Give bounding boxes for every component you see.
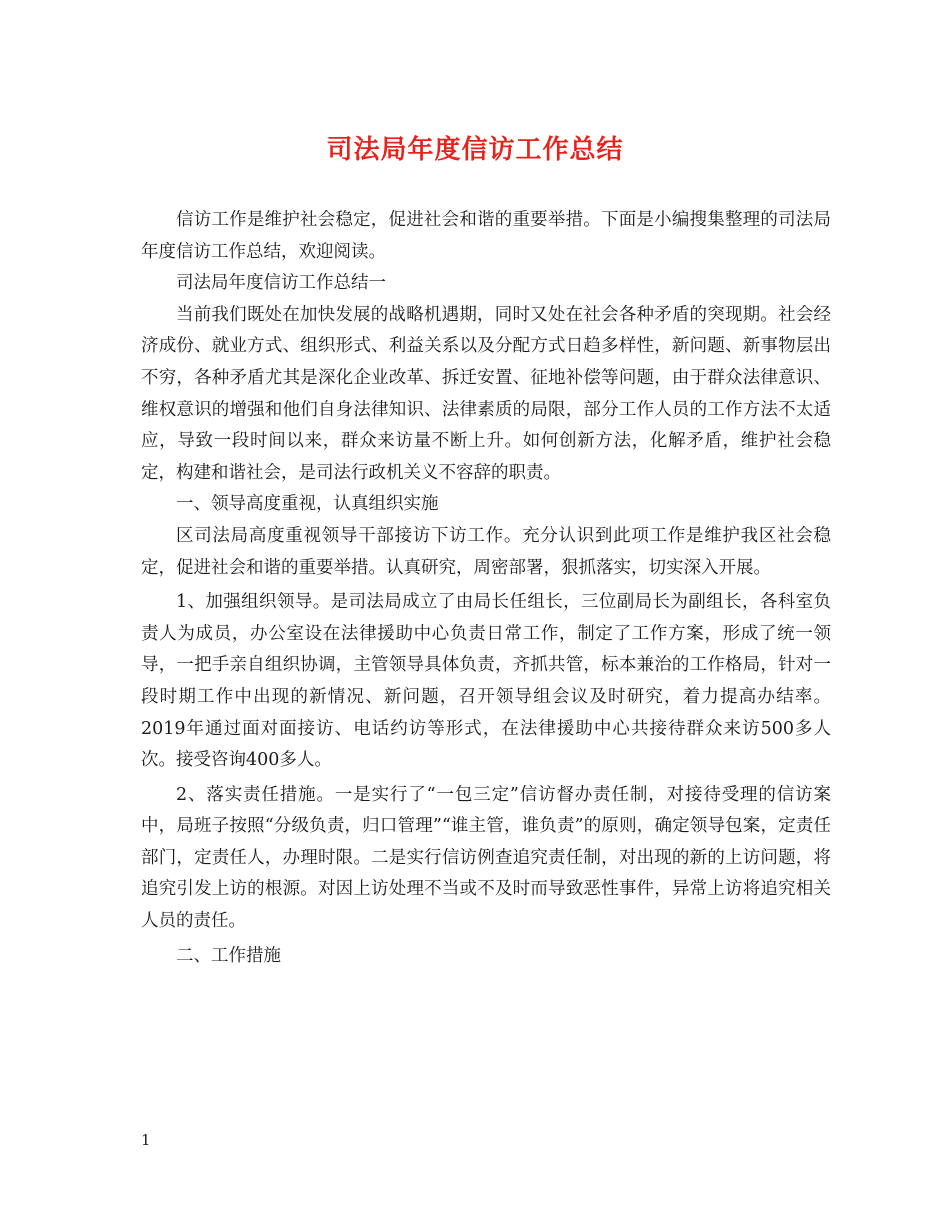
body-paragraph: 区司法局高度重视领导干部接访下访工作。充分认识到此项工作是维护我区社会稳定，促进社会和谐的重要举措。认真研究，周密部署，狠抓落实，切实深入开展。: [141, 525, 831, 578]
body-paragraph: 当前我们既处在加快发展的战略机遇期，同时又处在社会各种矛盾的突现期。社会经济成份、就业方式、组织形式、利益关系以及分配方式日趋多样性，新问题、新事物层出不穷，各种矛盾尤其是深化企业改革、拆迁安置、征地补偿等问题，由于群众法律意识、维权意识的增强和他们自身法律知识、法律素质的局限，部分工作人员的工作方法不太适应，导致一段时间以来，群众来访量不断上升。如何创新方法，化解矛盾，维护社会稳定，构建和谐社会，是司法行政机关义不容辞的职责。: [141, 304, 831, 483]
section-heading-2: 二、工作措施: [176, 945, 281, 966]
document-title: 司法局年度信访工作总结: [326, 135, 624, 165]
body-paragraph: 2、落实责任措施。一是实行了“一包三定”信访督办责任制，对接待受理的信访案中，局班子按照“分级负责，归口管理”“谁主管，谁负责”的原则，确定领导包案，定责任部门，定责任人，办理时限。二是实行信访例查追究责任制，对出现的新的上访问题，将追究引发上访的根源。对因上访处理不当或不及时而导致恶性事件，异常上访将追究相关人员的责任。: [141, 784, 831, 932]
document-body: [141, 205, 831, 972]
section-subtitle: 司法局年度信访工作总结一: [176, 273, 386, 294]
body-paragraph: 1、加强组织领导。是司法局成立了由局长任组长，三位副局长为副组长，各科室负责人为成员，办公室设在法律援助中心负责日常工作，制定了工作方案，形成了统一领导，一把手亲自组织协调，主管领导具体负责，齐抓共管，标本兼治的工作格局，针对一段时期工作中出现的新情况、新问题，召开领导组会议及时研究，着力提高办结率。2019年通过面对面接访、电话约访等形式，在法律援助中心共接待群众来访500多人次。接受咨询400多人。: [141, 592, 831, 771]
intro-paragraph: 信访工作是维护社会稳定，促进社会和谐的重要举措。下面是小编搜集整理的司法局年度信访工作总结，欢迎阅读。: [141, 210, 831, 262]
section-heading-1: 一、领导高度重视，认真组织实施: [176, 494, 439, 515]
page-number: 1: [141, 1131, 151, 1149]
